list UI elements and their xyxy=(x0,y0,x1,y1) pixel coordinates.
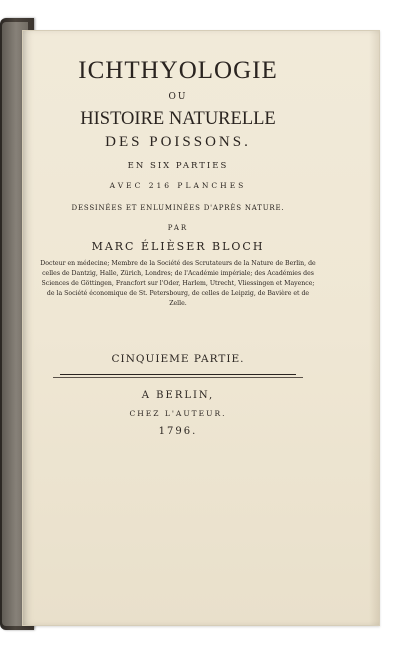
publication-year: 1796. xyxy=(158,426,198,437)
illustration-note: DESSINÉES ET ENLUMINÉES D'APRÈS NATURE. xyxy=(71,204,285,212)
author-description: Docteur en médecine; Membre de la Société des Scrutateurs de la Nature de Berlin, de celles de Dantzig, Halle, Zürich, Londres; de l'Académie impériale; des Académies des Sciences de Göttingen, Francfort sur l'Oder, Harlem, Utrecht, Vliessingen et Mayence; de la Société économique de St. Petersbourg, de celles de Leipzig, de Bavière et de Zelle. xyxy=(40,260,316,307)
divider-rule xyxy=(60,374,296,375)
page-shade xyxy=(369,31,379,625)
publisher: CHEZ L'AUTEUR. xyxy=(129,409,227,418)
conjunction: OU xyxy=(168,92,188,102)
by-label: PAR xyxy=(167,224,189,232)
volume-part: CINQUIEME PARTIE. xyxy=(111,353,245,365)
book-subtitle-2: DES POISSONS. xyxy=(105,134,251,150)
publication-place: A BERLIN, xyxy=(141,390,215,401)
book-title: ICHTHYOLOGIE xyxy=(78,57,278,84)
author-name: MARC ÉLIÈSER BLOCH xyxy=(91,240,265,253)
divider-rule-thin xyxy=(53,377,303,378)
book-subtitle: HISTOIRE NATURELLE xyxy=(80,109,276,129)
plates-note: AVEC 216 PLANCHES xyxy=(109,181,247,190)
title-page-content xyxy=(38,56,318,437)
parts-note: EN SIX PARTIES xyxy=(127,161,229,171)
